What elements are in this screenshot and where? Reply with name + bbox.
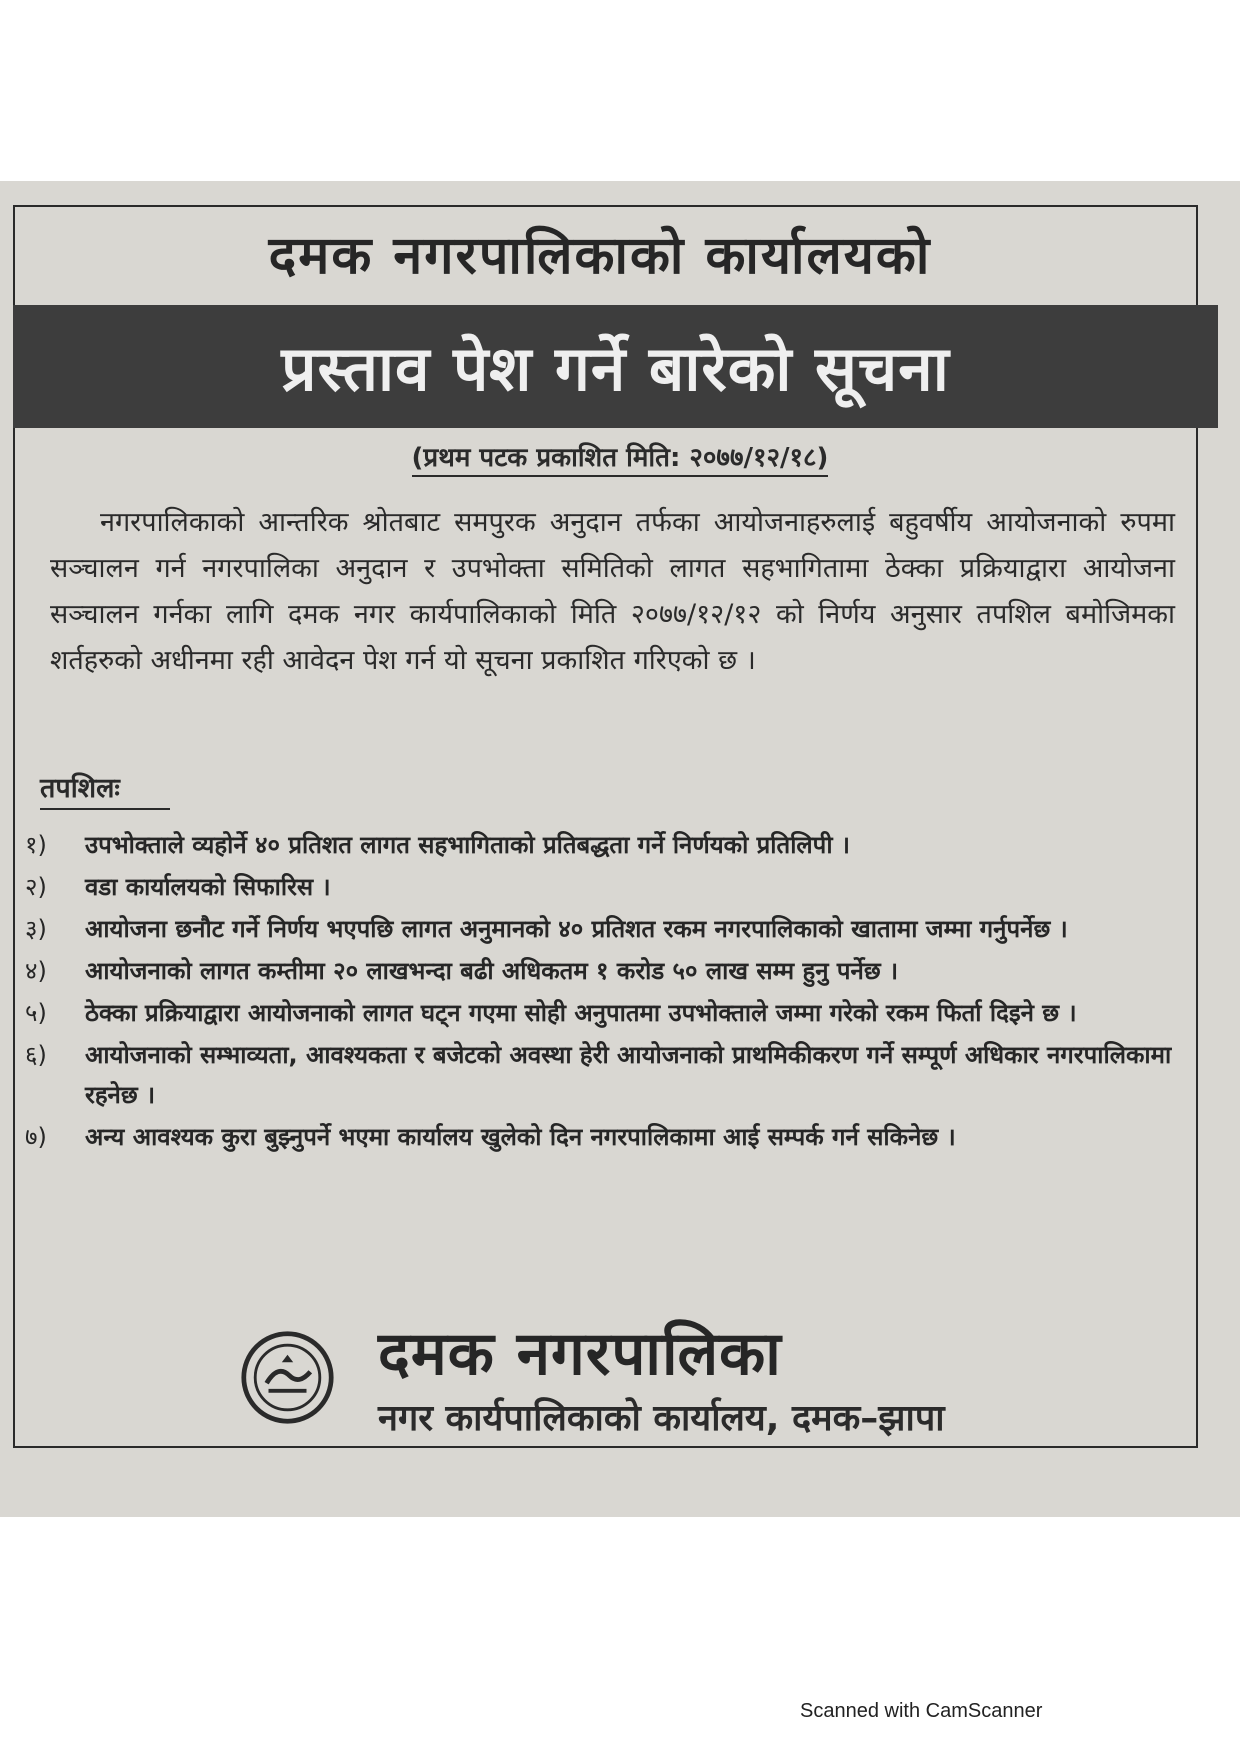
list-item <box>25 825 1175 865</box>
item-text: आयोजनाको सम्भाव्यता, आवश्यकता र बजेटको अवस्था हेरी आयोजनाको प्राथमिकीकरण गर्ने सम्पूर्ण अधिकार नगरपालिकामा रहनेछ । <box>85 1041 1172 1109</box>
item-number: ३) <box>25 915 47 943</box>
municipality-seal-icon <box>240 1330 335 1425</box>
publication-date-text: (प्रथम पटक प्रकाशित मिति: २०७७/१२/१८) <box>412 443 829 477</box>
item-number: ६) <box>25 1041 47 1069</box>
item-number: ५) <box>25 999 47 1027</box>
publication-date <box>0 438 1240 474</box>
item-text: वडा कार्यालयको सिफारिस । <box>85 873 331 901</box>
condition-list <box>25 825 1175 1159</box>
item-number: २) <box>25 873 47 901</box>
list-item <box>25 951 1175 991</box>
title-banner <box>13 305 1218 428</box>
list-item <box>25 993 1175 1033</box>
item-number: १) <box>25 831 47 859</box>
scanner-watermark: Scanned with CamScanner <box>800 1700 1043 1722</box>
footer-office: नगर कार्यपालिकाको कार्यालय, दमक–झापा <box>378 1398 945 1439</box>
item-text: उपभोक्ताले व्यहोर्ने ४० प्रतिशत लागत सहभागिताको प्रतिबद्धता गर्ने निर्णयको प्रतिलिपी । <box>85 831 850 859</box>
footer-organization: दमक नगरपालिका <box>378 1319 782 1389</box>
list-item <box>25 909 1175 949</box>
item-number: ७) <box>25 1123 47 1151</box>
notice-title: प्रस्ताव पेश गर्ने बारेको सूचना <box>281 331 950 405</box>
list-item <box>25 1035 1175 1115</box>
item-text: अन्य आवश्यक कुरा बुझ्नुपर्ने भएमा कार्यालय खुलेको दिन नगरपालिकामा आई सम्पर्क गर्न सकिनेछ । <box>85 1123 956 1151</box>
intro-paragraph: नगरपालिकाको आन्तरिक श्रोतबाट समपुरक अनुदान तर्फका आयोजनाहरुलाई बहुवर्षीय आयोजनाको रुपमा सञ्चालन गर्न नगरपालिका अनुदान र उपभोक्ता समितिको लागत सहभागितामा ठेक्का प्रक्रियाद्वारा आयोजना सञ्चालन गर्नका लागि दमक नगर कार्यपालिकाको मिति २०७७/१२/१२ को निर्णय अनुसार तपशिल बमोजिमका शर्तहरुको अधीनमा रही आवेदन पेश गर्न यो सूचना प्रकाशित गरिएको छ । <box>50 507 1175 676</box>
item-text: ठेक्का प्रक्रियाद्वारा आयोजनाको लागत घट्न गएमा सोही अनुपातमा उपभोक्ताले जम्मा गरेको रकम फिर्ता दिइने छ । <box>85 999 1077 1027</box>
section-label: तपशिलः <box>40 768 170 810</box>
list-item <box>25 1117 1175 1157</box>
item-text: आयोजना छनौट गर्ने निर्णय भएपछि लागत अनुमानको ४० प्रतिशत रकम नगरपालिकाको खातामा जम्मा गर्नुपर्नेछ । <box>85 915 1068 943</box>
item-text: आयोजनाको लागत कम्तीमा २० लाखभन्दा बढी अधिकतम १ करोड ५० लाख सम्म हुनु पर्नेछ । <box>85 957 899 985</box>
list-item <box>25 867 1175 907</box>
notice-header: दमक नगरपालिकाको कार्यालयको <box>268 226 932 286</box>
item-number: ४) <box>25 957 47 985</box>
footer-signature <box>240 1310 1170 1440</box>
